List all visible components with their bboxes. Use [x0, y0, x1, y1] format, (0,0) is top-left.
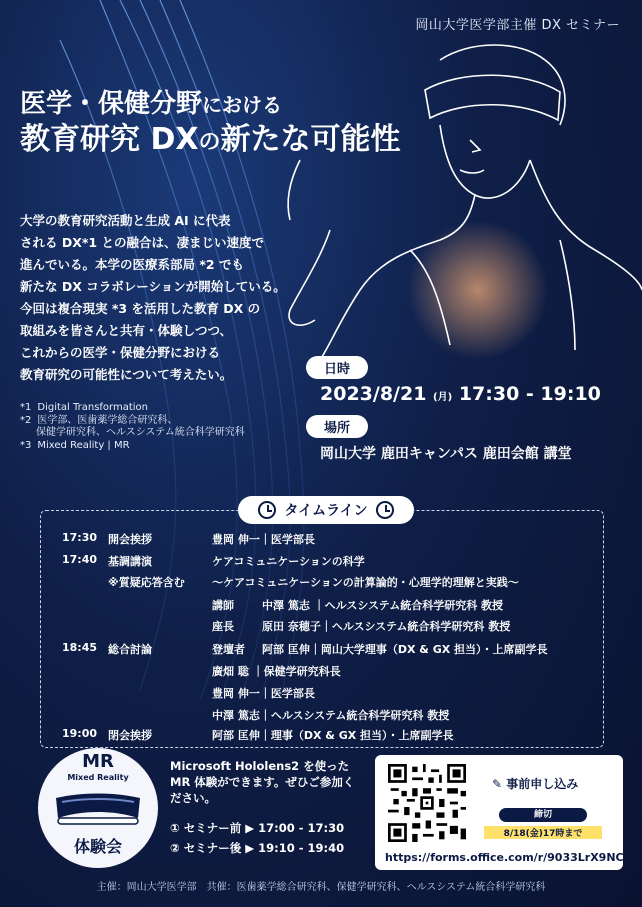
mr-session-label: ① セミナー前	[170, 821, 242, 835]
timeline-item: 開会挨拶	[108, 533, 152, 546]
venue-label: 場所	[306, 415, 368, 438]
footnote-text: Digital Transformation	[37, 402, 149, 413]
footnote	[20, 402, 320, 415]
footnote	[20, 440, 320, 453]
mr-session-label: ② セミナー後	[170, 841, 242, 855]
timeline-detail: 阿部 匡伸｜岡山大学理事（DX & GX 担当）・上席副学長	[262, 643, 548, 656]
page-title	[20, 88, 401, 158]
event-date	[320, 383, 601, 405]
intro-paragraph	[20, 210, 320, 386]
registration-label-text: 事前申し込み	[506, 777, 579, 791]
footnote-text: 医学部、医歯薬学総合研究科、	[37, 414, 178, 426]
footnote	[20, 415, 320, 428]
timeline-role: 講師	[212, 599, 234, 612]
title-line-2-particle: の	[198, 129, 221, 155]
mr-description: Microsoft Hololens2 を使った MR 体験ができます。ぜひご参加ください。	[170, 759, 355, 805]
event-venue: 岡山大学 鹿田キャンパス 鹿田会館 講堂	[320, 446, 572, 462]
timeline-time: 17:30	[62, 531, 98, 544]
intro-line: これからの医学・保健分野における	[20, 345, 221, 360]
timeline-time: 19:00	[62, 727, 98, 740]
timeline-heading	[238, 496, 414, 524]
registration-label	[492, 775, 578, 792]
timeline-item: ※質疑応答含む	[108, 576, 185, 589]
title-line-2	[20, 121, 401, 159]
timeline-detail: 豊岡 伸一｜医学部長	[212, 533, 315, 546]
intro-line: 大学の教育研究活動と生成 AI に代表	[20, 213, 231, 228]
title-line-1-particle: における	[202, 93, 283, 117]
timeline-role: 登壇者	[212, 643, 245, 656]
timeline-item: 閉会挨拶	[108, 729, 152, 742]
footnotes	[20, 402, 320, 452]
intro-line: される DX*1 との融合は、凄まじい速度で	[20, 235, 264, 250]
headset-icon	[52, 790, 144, 830]
timeline-heading-text: タイムライン	[284, 503, 368, 519]
title-line-2-main: 教育研究 DX	[20, 121, 199, 157]
organizer-line: 岡山大学医学部主催 DX セミナー	[415, 18, 620, 33]
mr-session	[170, 820, 344, 836]
event-time: 17:30 - 19:10	[458, 383, 601, 405]
footnote-mark: *1	[20, 402, 32, 413]
timeline-detail: 原田 奈穂子｜ヘルスシステム統合科学研究科 教授	[262, 620, 511, 633]
mr-badge-subtitle: Mixed Reality	[67, 773, 129, 782]
deadline-date: 8/18(金)17時まで	[484, 826, 602, 839]
mr-session	[170, 840, 344, 856]
mr-badge-title: MR	[82, 751, 114, 772]
timeline-detail: 〜ケアコミュニケーションの計算論的・心理学的理解と実践〜	[212, 576, 519, 589]
timeline-time: 18:45	[62, 641, 98, 654]
play-arrow-icon: ▶	[245, 821, 255, 835]
timeline-detail: 豊岡 伸一｜医学部長	[212, 687, 315, 700]
footer-credits: 主催：岡山大学医学部 共催：医歯薬学総合研究科、保健学研究科、ヘルスシステム統合科学研究科	[96, 882, 546, 893]
timeline-item: 総合討論	[108, 643, 152, 656]
timeline-item: 基調講演	[108, 555, 152, 568]
date-label: 日時	[306, 356, 368, 379]
timeline-detail: 廣畑 聡 ｜保健学研究科長	[212, 665, 341, 678]
deadline-label: 締切	[499, 808, 587, 822]
timeline-detail: ケアコミュニケーションの科学	[212, 555, 365, 568]
registration-url[interactable]: https://forms.office.com/r/9033LrX9NC	[385, 851, 624, 864]
mr-session-time: 19:10 - 19:40	[258, 841, 345, 855]
mr-session-time: 17:00 - 17:30	[258, 821, 345, 835]
timeline-role: 座長	[212, 620, 234, 633]
timeline-detail: 阿部 匡伸｜理事（DX & GX 担当）・上席副学長	[212, 729, 454, 742]
clock-icon	[258, 501, 276, 519]
intro-line: 教育研究の可能性について考えたい。	[20, 367, 233, 382]
intro-line: 新たな DX コラボレーションが開始している。	[20, 279, 286, 294]
intro-line: 今回は複合現実 *3 を活用した教育 DX の	[20, 301, 261, 316]
title-line-1-main: 医学・保健分野	[20, 89, 203, 119]
footnote-text: 保健学研究科、ヘルスシステム統合科学研究科	[36, 427, 245, 438]
intro-line: 進んでいる。本学の医療系部局 *2 でも	[20, 257, 244, 272]
footnote-mark: *3	[20, 439, 32, 451]
timeline-detail: 中澤 篤志 ｜ヘルスシステム統合科学研究科 教授	[262, 599, 504, 612]
timeline-time: 17:40	[62, 553, 98, 566]
mr-badge-bottom: 体験会	[73, 837, 122, 856]
footnote-text: Mixed Reality | MR	[37, 439, 130, 451]
light-glow	[408, 220, 548, 360]
qr-code[interactable]	[388, 764, 466, 842]
title-line-2-end: 新たな可能性	[220, 121, 401, 157]
event-date-main: 2023/8/21	[320, 383, 427, 405]
play-arrow-icon: ▶	[245, 841, 255, 855]
clock-icon	[376, 501, 394, 519]
user-icon: ✎	[492, 777, 503, 791]
footnote-mark: *2	[20, 414, 32, 426]
event-date-dow: (月)	[433, 392, 453, 403]
intro-line: 取組みを皆さんと共有・体験しつつ、	[20, 323, 233, 338]
timeline-detail: 中澤 篤志｜ヘルスシステム統合科学研究科 教授	[212, 709, 450, 722]
title-line-1	[20, 88, 401, 121]
footnote	[20, 427, 320, 440]
